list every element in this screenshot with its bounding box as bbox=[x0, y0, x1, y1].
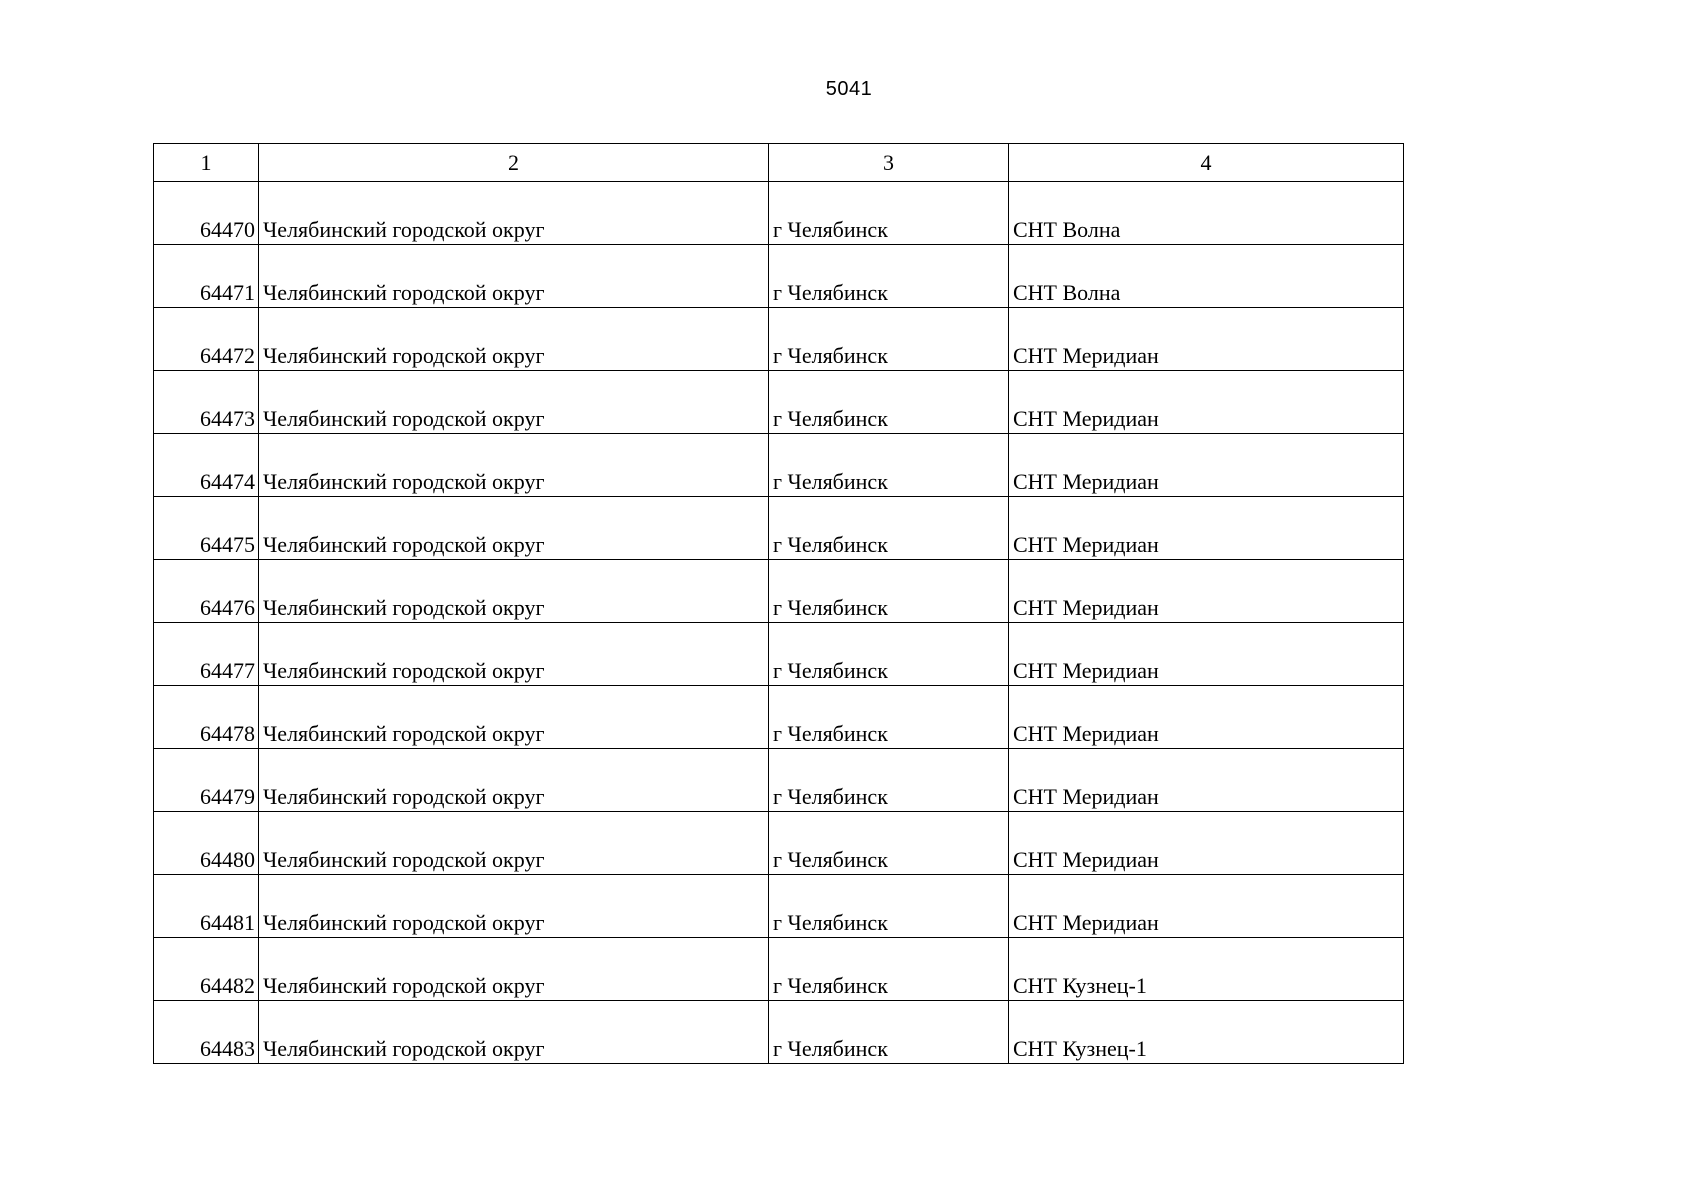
row-number-cell: 64472 bbox=[154, 308, 259, 371]
row-number-cell: 64480 bbox=[154, 812, 259, 875]
district-cell: Челябинский городской округ bbox=[259, 749, 769, 812]
row-number-cell: 64476 bbox=[154, 560, 259, 623]
page-number: 5041 bbox=[825, 78, 873, 100]
city-cell: г Челябинск bbox=[769, 182, 1009, 245]
table-row bbox=[154, 308, 1404, 371]
table-row bbox=[154, 245, 1404, 308]
district-cell: Челябинский городской округ bbox=[259, 686, 769, 749]
city-cell: г Челябинск bbox=[769, 1001, 1009, 1064]
district-cell: Челябинский городской округ bbox=[259, 875, 769, 938]
table-row bbox=[154, 749, 1404, 812]
settlement-cell: СНТ Меридиан bbox=[1009, 749, 1404, 812]
district-cell: Челябинский городской округ bbox=[259, 434, 769, 497]
city-cell: г Челябинск bbox=[769, 686, 1009, 749]
table-row bbox=[154, 875, 1404, 938]
table-row bbox=[154, 182, 1404, 245]
table-body bbox=[154, 182, 1404, 1064]
table-header bbox=[154, 144, 1404, 182]
table-row bbox=[154, 812, 1404, 875]
settlement-cell: СНТ Меридиан bbox=[1009, 686, 1404, 749]
city-cell: г Челябинск bbox=[769, 812, 1009, 875]
registry-table bbox=[153, 143, 1404, 1064]
row-number-cell: 64470 bbox=[154, 182, 259, 245]
district-cell: Челябинский городской округ bbox=[259, 812, 769, 875]
table-row bbox=[154, 497, 1404, 560]
header-cell-2: 2 bbox=[259, 144, 769, 182]
settlement-cell: СНТ Меридиан bbox=[1009, 434, 1404, 497]
table-row bbox=[154, 371, 1404, 434]
settlement-cell: СНТ Кузнец-1 bbox=[1009, 938, 1404, 1001]
row-number-cell: 64474 bbox=[154, 434, 259, 497]
city-cell: г Челябинск bbox=[769, 245, 1009, 308]
table-row bbox=[154, 434, 1404, 497]
row-number-cell: 64475 bbox=[154, 497, 259, 560]
district-cell: Челябинский городской округ bbox=[259, 560, 769, 623]
settlement-cell: СНТ Меридиан bbox=[1009, 812, 1404, 875]
row-number-cell: 64479 bbox=[154, 749, 259, 812]
row-number-cell: 64481 bbox=[154, 875, 259, 938]
city-cell: г Челябинск bbox=[769, 560, 1009, 623]
header-row bbox=[154, 144, 1404, 182]
city-cell: г Челябинск bbox=[769, 623, 1009, 686]
row-number-cell: 64482 bbox=[154, 938, 259, 1001]
table-row bbox=[154, 686, 1404, 749]
settlement-cell: СНТ Меридиан bbox=[1009, 371, 1404, 434]
header-cell-1: 1 bbox=[154, 144, 259, 182]
row-number-cell: 64473 bbox=[154, 371, 259, 434]
settlement-cell: СНТ Меридиан bbox=[1009, 875, 1404, 938]
settlement-cell: СНТ Меридиан bbox=[1009, 560, 1404, 623]
row-number-cell: 64477 bbox=[154, 623, 259, 686]
district-cell: Челябинский городской округ bbox=[259, 623, 769, 686]
settlement-cell: СНТ Меридиан bbox=[1009, 623, 1404, 686]
district-cell: Челябинский городской округ bbox=[259, 938, 769, 1001]
district-cell: Челябинский городской округ bbox=[259, 245, 769, 308]
table-row bbox=[154, 938, 1404, 1001]
table-row bbox=[154, 1001, 1404, 1064]
settlement-cell: СНТ Волна bbox=[1009, 182, 1404, 245]
row-number-cell: 64483 bbox=[154, 1001, 259, 1064]
district-cell: Челябинский городской округ bbox=[259, 182, 769, 245]
district-cell: Челябинский городской округ bbox=[259, 371, 769, 434]
district-cell: Челябинский городской округ bbox=[259, 497, 769, 560]
row-number-cell: 64471 bbox=[154, 245, 259, 308]
table-row bbox=[154, 560, 1404, 623]
settlement-cell: СНТ Кузнец-1 bbox=[1009, 1001, 1404, 1064]
city-cell: г Челябинск bbox=[769, 875, 1009, 938]
header-cell-3: 3 bbox=[769, 144, 1009, 182]
city-cell: г Челябинск bbox=[769, 434, 1009, 497]
table-row bbox=[154, 623, 1404, 686]
header-cell-4: 4 bbox=[1009, 144, 1404, 182]
city-cell: г Челябинск bbox=[769, 938, 1009, 1001]
city-cell: г Челябинск bbox=[769, 371, 1009, 434]
city-cell: г Челябинск bbox=[769, 308, 1009, 371]
settlement-cell: СНТ Волна bbox=[1009, 245, 1404, 308]
row-number-cell: 64478 bbox=[154, 686, 259, 749]
settlement-cell: СНТ Меридиан bbox=[1009, 308, 1404, 371]
settlement-cell: СНТ Меридиан bbox=[1009, 497, 1404, 560]
district-cell: Челябинский городской округ bbox=[259, 1001, 769, 1064]
city-cell: г Челябинск bbox=[769, 749, 1009, 812]
district-cell: Челябинский городской округ bbox=[259, 308, 769, 371]
city-cell: г Челябинск bbox=[769, 497, 1009, 560]
